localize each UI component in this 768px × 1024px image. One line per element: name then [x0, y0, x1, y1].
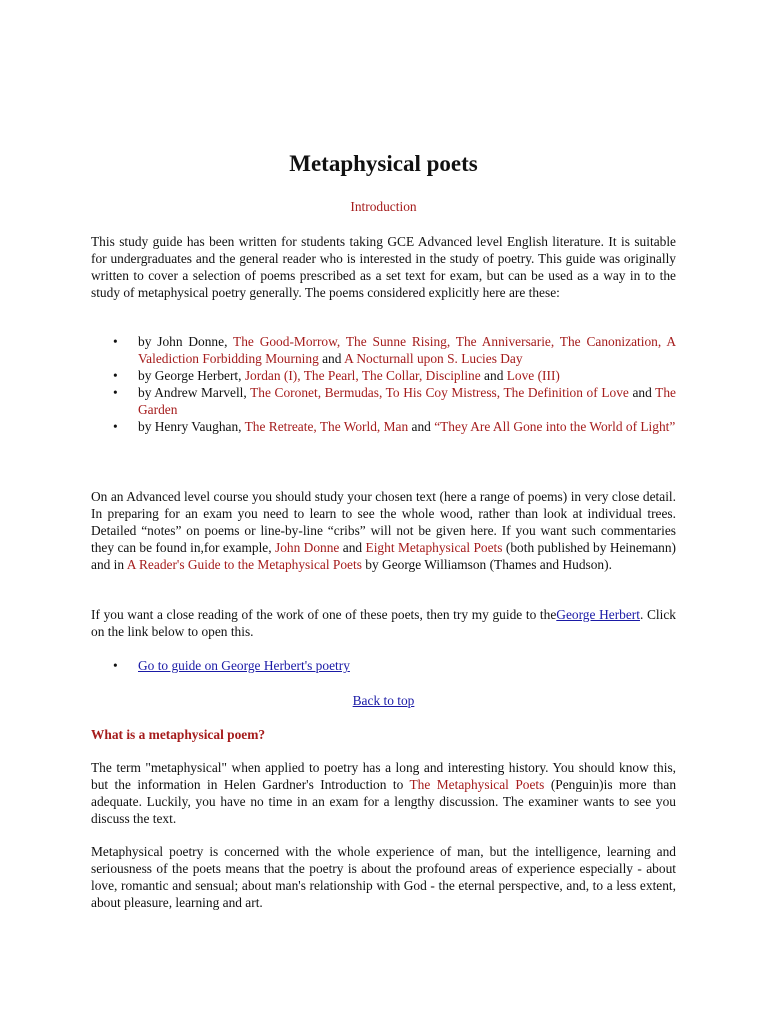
poet-prefix: by Andrew Marvell, — [138, 385, 251, 400]
herbert-guide-link[interactable]: Go to guide on George Herbert's poetry — [138, 658, 350, 673]
herbert-text: . Click on the link below to open this. — [91, 607, 676, 639]
poems-list — [91, 333, 676, 435]
back-to-top-link[interactable]: Back to top — [352, 693, 415, 708]
back-to-top-container — [91, 692, 676, 709]
george-herbert-link[interactable]: George Herbert — [556, 607, 640, 622]
bullet-icon: • — [113, 368, 118, 383]
poem-titles: The Garden — [138, 385, 676, 417]
book-title: John Donne — [274, 540, 340, 555]
list-item — [91, 367, 676, 384]
section-subtitle: Introduction — [350, 199, 417, 214]
bullet-icon: • — [113, 334, 118, 349]
book-title: The Metaphysical Poets — [409, 777, 545, 792]
body-text: (Penguin)is more than adequate. Luckily, you have no time in an exam for a lengthy discussion. The examiner wants to see you discuss the text. — [91, 777, 677, 826]
poet-connector: and — [408, 419, 435, 434]
list-item — [91, 657, 676, 674]
bullet-icon: • — [113, 419, 118, 434]
poem-titles: The Coronet, Bermudas, To His Coy Mistress, The Definition of Love — [250, 385, 629, 400]
study-text: and — [339, 540, 366, 555]
poet-prefix: by George Herbert, — [138, 368, 245, 383]
poem-titles: Jordan (I), The Pearl, The Collar, Discipline — [244, 368, 481, 383]
poem-titles: The Good-Morrow, The Sunne Rising, The Anniversarie, The Canonization, A Valediction Forbidding Mourning — [138, 334, 676, 366]
body-text: The term "metaphysical" when applied to poetry has a long and interesting history. You should know this, but the information in Helen Gardner's Introduction to — [91, 760, 676, 792]
poet-connector: and — [480, 368, 507, 383]
bullet-icon: • — [113, 658, 118, 673]
intro-paragraph: This study guide has been written for students taking GCE Advanced level English literature. It is suitable for undergraduates and the general reader who is interested in the study of poetry. This guide was originally written to cover a selection of poems prescribed as a set text for exam, but can be used as a way in to the study of metaphysical poetry generally. The poems considered explicitly here are these: — [91, 234, 676, 300]
herbert-paragraph — [91, 606, 676, 640]
poem-titles: “They Are All Gone into the World of Light” — [434, 419, 676, 434]
poem-titles: Love (III) — [506, 368, 560, 383]
study-text: On an Advanced level course you should study your chosen text (here a range of poems) in very close detail. In preparing for an exam you need to learn to see the whole wood, rather than look at individual trees. Detailed “notes” on poems or line-by-line “cribs” will not be given here. If you want such commentaries they can be found in,for example, — [91, 489, 676, 555]
section-heading: What is a metaphysical poem? — [91, 727, 266, 742]
book-title: Eight Metaphysical Poets — [365, 540, 503, 555]
poet-connector: and — [318, 351, 345, 366]
page-title: Metaphysical poets — [289, 151, 478, 176]
study-paragraph — [91, 488, 676, 573]
poet-connector: and — [628, 385, 656, 400]
bullet-icon: • — [113, 385, 118, 400]
poem-titles: A Nocturnall upon S. Lucies Day — [344, 351, 523, 366]
list-item — [91, 418, 676, 435]
metaphysical-concern-paragraph: Metaphysical poetry is concerned with the whole experience of man, but the intelligence, learning and seriousness of the poets means that the poetry is about the profound areas of experience especially - about love, romantic and sensual; about man's relationship with God - the eternal perspective, and, to a less extent, about pleasure, learning and art. — [91, 844, 676, 910]
poet-prefix: by John Donne, — [138, 334, 234, 349]
poet-prefix: by Henry Vaughan, — [138, 419, 245, 434]
list-item — [91, 384, 676, 418]
poem-titles: The Retreate, The World, Man — [244, 419, 409, 434]
book-title: A Reader's Guide to the Metaphysical Poets — [126, 557, 362, 572]
list-item — [91, 333, 676, 367]
metaphysical-term-paragraph — [91, 759, 676, 827]
study-text: by George Williamson (Thames and Hudson). — [361, 557, 612, 572]
herbert-text: If you want a close reading of the work of one of these poets, then try my guide to the — [91, 607, 557, 622]
study-text: (both published by Heinemann) and in — [91, 540, 676, 572]
